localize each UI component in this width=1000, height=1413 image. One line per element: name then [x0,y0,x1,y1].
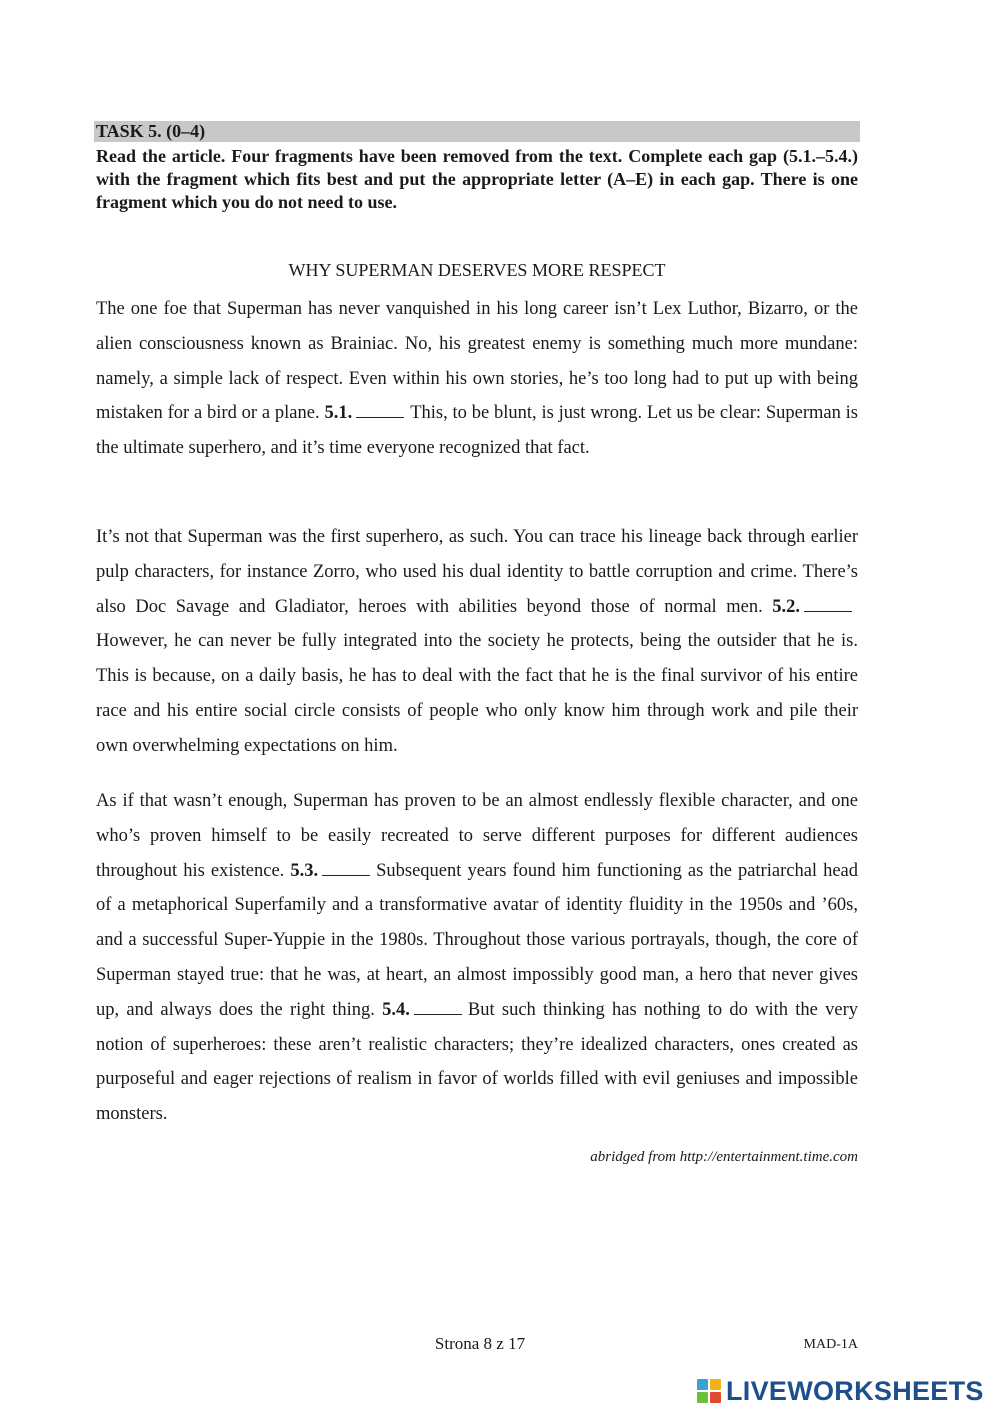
gap-input-5-4[interactable] [414,1013,462,1015]
paragraph-3 [96,784,858,1132]
article-title: WHY SUPERMAN DESERVES MORE RESPECT [288,260,666,280]
gap-label-5-2: 5.2. [772,596,801,617]
gap-input-5-3[interactable] [322,874,370,876]
liveworksheets-logo [697,1374,984,1408]
paragraph-text: As if that wasn’t enough, Superman has proven to be an almost endlessly flexible character, and one who’s proven himself to be easily recreated to serve different purposes for different audiences throughout his existence. [96,791,858,881]
paragraph-2 [96,520,858,764]
logo-square [710,1379,721,1390]
gap-input-5-2[interactable] [804,610,852,612]
logo-square [697,1379,708,1390]
logo-mark-icon [697,1379,721,1403]
paragraph-text: However, he can never be fully integrated into the society he protects, being the outsider that he is. This is because, on a daily basis, he has to deal with the fact that he is the final survivor of his entire race and his entire social circle consists of people who only know him through work and pile their own overwhelming expectations on him. [96,631,858,756]
paragraph-text: But such thinking has nothing to do with the very notion of superheroes: these aren’t realistic characters; they’re idealized characters, ones created as purposeful and eager rejections of realism in favor of worlds filled with evil geniuses and impossible monsters. [96,999,858,1125]
logo-text: LIVEWORKSHEETS [726,1375,984,1406]
paragraph-text: It’s not that Superman was the first superhero, as such. You can trace his lineage back through earlier pulp characters, for instance Zorro, who used his dual identity to battle corruption and crime. There’s also Doc Savage and Gladiator, heroes with abilities beyond those of normal men. [96,527,858,617]
task-header-bar [94,121,860,142]
logo-square [697,1392,708,1403]
paragraph-text: This, to be blunt, is just wrong. Let us be clear: Superman is the ultimate superhero, and it’s time everyone recognized that fact. [96,403,858,459]
page-number: Strona 8 z 17 [434,1334,526,1353]
paragraph-text: Subsequent years found him functioning as the patriarchal head of a metaphorical Superfamily and a transformative avatar of identity fluidity in the 1950s and ’60s, and a successful Super-Yuppie in the 1980s. Throughout those various portrayals, though, the core of Superman stayed true: that he was, at heart, an almost impossibly good man, a hero that never gives up, and always does the right thing. [96,860,859,1020]
gap-label-5-1: 5.1. [324,403,353,424]
gap-label-5-3: 5.3. [290,860,319,881]
gap-input-5-1[interactable] [356,416,404,418]
logo-square [710,1392,721,1403]
paragraph-text: The one foe that Superman has never vanquished in his long career isn’t Lex Luthor, Bizarro, or the alien consciousness known as Brainiac. No, his greatest enemy is something much more mundane: namely, a simple lack of respect. Even within his own stories, he’s too long had to put up with being mistaken for a bird or a plane. [96,299,858,424]
article-source: abridged from http://entertainment.time.com [590,1149,858,1165]
task-title: TASK 5. (0–4) [96,121,206,141]
gap-label-5-4: 5.4. [382,999,410,1020]
paragraph-1 [96,292,858,466]
task-instructions: Read the article. Four fragments have been removed from the text. Complete each gap (5.1.–5.4.) with the fragment which fits best and put the appropriate letter (A–E) in each gap. There is one fragment which you do not need to use. [96,146,858,212]
exam-code: MAD-1A [803,1337,858,1352]
